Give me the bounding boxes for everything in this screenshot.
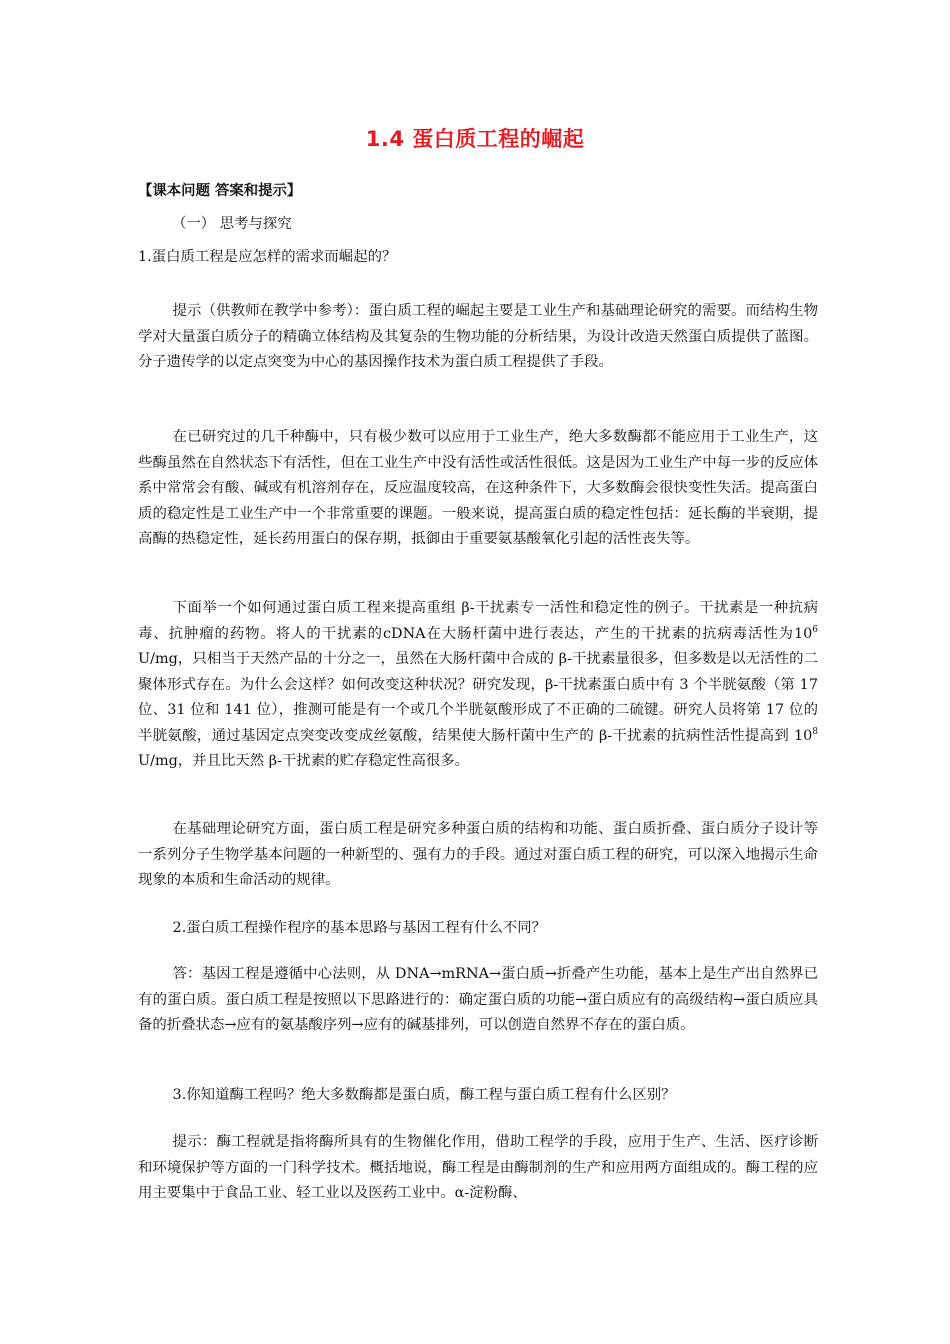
question-2: 2.蛋白质工程操作程序的基本思路与基因工程有什么不同？ [172,920,547,936]
paragraph-1: 提示（供教师在教学中参考）：蛋白质工程的崛起主要是工业生产和基础理论研究的需要。而结构生物学对大量蛋白质分子的精确立体结构及其复杂的生物功能的分析结果，为设计改造天然蛋白质提供了蓝图。分子遗传学的以定点突变为中心的基因操作技术为蛋白质工程提供了手段。 [138,303,818,370]
paragraph-3-part-b: U/mg，只相当于天然产品的十分之一，虽然在大肠杆菌中合成的 β-干扰素量很多，但多数是以无活性的二聚体形式存在。为什么会这样？如何改变这种状况？研究发现，β-干扰素蛋白质中有 3 个半胱氨酸（第 17 位、31 位和 141 位），推测可能是有一个或几个半胱氨酸形成了不正确的二硫键。研究人员将第 17 位的半胱氨酸，通过基因定点突变改变成丝氨酸，结果使大肠杆菌中生产的 β-干扰素的抗病性活性提高到 10 [138,651,818,744]
page-title: 1.4 蛋白质工程的崛起 [365,127,585,151]
paragraph-3-exponent-1: 6 [812,624,818,635]
paragraph-4: 在基础理论研究方面，蛋白质工程是研究多种蛋白质的结构和功能、蛋白质折叠、蛋白质分子设计等一系列分子生物学基本问题的一种新型的、强有力的手段。通过对蛋白质工程的研究，可以深入地揭示生命现象的本质和生命活动的规律。 [138,821,818,888]
question-1: 1.蛋白质工程是应怎样的需求而崛起的？ [138,249,397,265]
paragraph-3 [138,596,818,775]
paragraph-6: 提示：酶工程就是指将酶所具有的生物催化作用，借助工程学的手段，应用于生产、生活、医疗诊断和环境保护等方面的一门科学技术。概括地说，酶工程是由酶制剂的生产和应用两方面组成的。酶工程的应用主要集中于食品工业、轻工业以及医药工业中。α-淀粉酶、 [138,1134,818,1201]
paragraph-2: 在已研究过的几千种酶中，只有极少数可以应用于工业生产，绝大多数酶都不能应用于工业生产，这些酶虽然在自然状态下有活性，但在工业生产中没有活性或活性很低。这是因为工业生产中每一步的反应体系中常常会有酸、碱或有机溶剂存在，反应温度较高，在这种条件下，大多数酶会很快变性失活。提高蛋白质的稳定性是工业生产中一个非常重要的课题。一般来说，提高蛋白质的稳定性包括：延长酶的半衰期，提高酶的热稳定性，延长药用蛋白的保存期，抵御由于重要氨基酸氧化引起的活性丧失等。 [138,429,818,547]
paragraph-5: 答：基因工程是遵循中心法则，从 DNA→mRNA→蛋白质→折叠产生功能，基本上是生产出自然界已有的蛋白质。蛋白质工程是按照以下思路进行的：确定蛋白质的功能→蛋白质应有的高级结构→蛋白质应具备的折叠状态→应有的氨基酸序列→应有的碱基排列，可以创造自然界不存在的蛋白质。 [138,966,818,1033]
subsection-heading: （一） 思考与探究 [172,216,292,232]
paragraph-3-part-a: 下面举一个如何通过蛋白质工程来提高重组 β-干扰素专一活性和稳定性的例子。干扰素是一种抗病毒、抗肿瘤的药物。将人的干扰素的cDNA在大肠杆菌中进行表达，产生的干扰素的抗病毒活性为10 [138,600,818,642]
paragraph-3-part-c: U/mg，并且比天然 β-干扰素的贮存稳定性高很多。 [138,753,470,769]
paragraph-3-exponent-2: 8 [812,726,818,737]
question-3: 3.你知道酶工程吗？绝大多数酶都是蛋白质，酶工程与蛋白质工程有什么区别？ [172,1087,676,1103]
section-heading: 【课本问题 答案和提示】 [138,183,302,199]
